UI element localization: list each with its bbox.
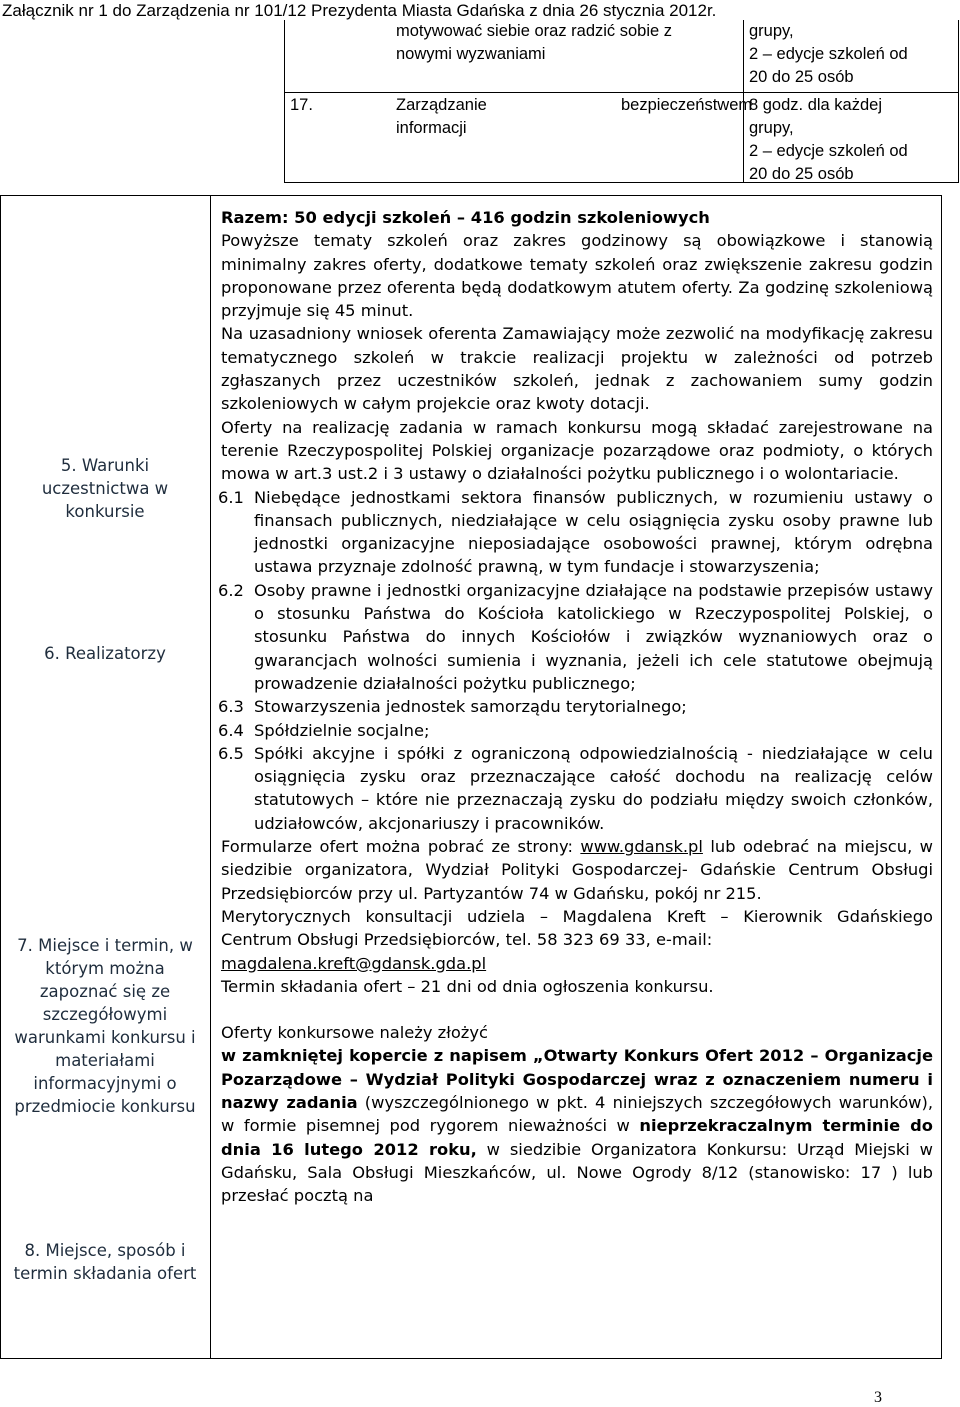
document-header: Załącznik nr 1 do Zarządzenia nr 101/12 Prezydenta Miasta Gdańska z dnia 26 stycznia 2012r. [2,1,717,20]
text: lub odebrać na miejscu, w siedzibie organizatora, Wydział Polityki Gospodarczej- Gdańskie Centrum Obsługi Przedsiębiorców przy ul. Partyzantów 74 w Gdańsku, pokój nr 215. [221,837,933,903]
column-divider [210,196,211,1358]
spacer [221,998,933,1021]
hours-line: 2 – edycje szkoleń od [749,45,908,63]
paragraph-consultations [221,905,933,975]
label-realizatorzy: 6. Realizatorzy [44,644,166,663]
row17-topic-c: informacji [396,119,467,137]
row16-topic [396,20,736,66]
item-number: 6.4 [218,720,244,740]
list-item [218,579,933,695]
table-row-divider [285,92,958,93]
paragraph-modification: Na uzasadniony wniosek oferenta Zamawiający może zezwolić na modyfikację zakresu tematycznego szkoleń w trakcie realizacji projektu w zależności od potrzeb zgłaszanych przez uczestników szkoleń, jednak z zachowaniem sumy godzin szkoleniowych w całym projekcie oraz kwoty dotacji. [221,324,933,414]
topic-line: motywować siebie oraz radzić sobie z [396,22,673,40]
content-column [218,206,933,1207]
paragraph-deadline: Termin składania ofert – 21 dni od dnia ogłoszenia konkursu. [221,976,714,996]
hours-line: grupy, [749,119,794,137]
paragraph-submit-intro: Oferty konkursowe należy złożyć [221,1023,488,1043]
row17-topic-b: bezpieczeństwem [621,96,753,114]
bold-text: w zamkniętej kopercie z napisem „Otwarty Konkurs Ofert 2012 – Organizacje Pozarządowe – Wydział Polityki Gospodarczej wraz z oznaczeniem numeru i nazwy zadania [221,1046,933,1112]
hours-line: 20 do 25 osób [749,165,854,183]
bold-text: nieprzekraczalnym terminie do dnia 16 lutego 2012 roku, [221,1116,933,1159]
item-number: 6.2 [218,580,244,600]
item-text: Spółdzielnie socjalne; [254,720,430,740]
text: w siedzibie Organizatora Konkursu: Urząd Miejski w Gdańsku, Sala Obsługi Mieszkańców, ul. Nowe Ogrody 8/12 (stanowisko: 17 ) lub przesłać pocztą na [221,1139,933,1206]
label-miejsce: 7. Miejsce i termin, w którym można zapoznać się ze szczegółowymi warunkami konkursu i materiałami informacyjnymi o przedmiocie konkursu [14,936,196,1116]
list-item [218,742,933,835]
list-item [218,486,933,579]
paragraph-submit [221,1044,933,1207]
label-skladanie: 8. Miejsce, sposób i termin składania ofert [13,1241,197,1283]
item-number: 6.5 [218,743,244,763]
text: Formularze ofert można pobrać ze strony: [221,837,581,857]
row17-hours [749,94,954,186]
summary-line: Razem: 50 edycji szkoleń – 416 godzin szkoleniowych [221,208,710,227]
item-text: Osoby prawne i jednostki organizacyjne działające na podstawie przepisów ustawy o stosunku Państwa do Kościoła katolickiego w Rzeczypospolitej Polskiej, o stosunku Państwa do innych Kościołów i związków wyznaniowych oraz o gwarancjach wolności sumienia i wyznania, jeżeli ich cele statutowe obejmują prowadzenie działalności pożytku publicznego; [254,580,933,693]
text: (wyszczególnionego w pkt. 4 niniejszych szczegółowych warunków), w formie pisemnej pod rygorem nieważności w [221,1092,933,1136]
eligible-list [218,486,933,835]
hours-line: grupy, [749,22,794,40]
topics-table [284,20,959,183]
hours-line: 2 – edycje szkoleń od [749,142,908,160]
hours-line-justified [749,43,954,66]
paragraph-eligibility: Oferty na realizację zadania w ramach konkursu mogą składać zarejestrowane na terenie Rzeczypospolitej Polskiej organizacje pozarządowe oraz podmioty, o których mowa w art.3 ust.2 i 3 ustawy o działalności pożytku publicznego i o wolontariacie. [221,417,933,484]
item-text: Spółki akcyjne i spółki z ograniczoną odpowiedzialnością - niedziałające w celu osiągnięcia zysku oraz przeznaczające całość dochodu na realizację celów statutowych – które nie przeznaczają zysku do podziału między swoich członków, udziałowców, akcjonariuszy i pracowników. [254,743,933,833]
item-text: Niebędące jednostkami sektora finansów publicznych, w rozumieniu ustawy o finansach publicznych, niedziałające w celu osiągnięcia zysku osoby prawne lub jednostki organizacyjne nieposiadające osobowości prawnej, którym odrębna ustawa przyznaje zdolność prawną, w tym fundacje i stowarzyszenia; [254,487,933,577]
row17-topic-a: Zarządzanie [396,96,487,114]
conditions-table [0,195,942,1359]
row17-number: 17. [290,96,313,114]
item-number: 6.1 [218,487,244,507]
email-link[interactable]: magdalena.kreft@gdansk.gda.pl [221,953,487,973]
website-link[interactable]: www.gdansk.pl [580,837,703,857]
row16-hours [749,20,954,89]
item-text: Stowarzyszenia jednostek samorządu terytorialnego; [254,697,687,717]
hours-line: 20 do 25 osób [749,68,854,86]
paragraph-forms [221,835,933,905]
list-item [218,695,933,718]
page-number: 3 [874,1389,882,1406]
item-number: 6.3 [218,697,244,717]
label-warunki: 5. Warunki uczestnictwa w konkursie [41,456,169,521]
list-item [218,719,933,742]
hours-line: 8 godz. dla każdej [749,96,883,114]
topic-line: nowymi wyzwaniami [396,45,546,63]
paragraph-topics: Powyższe tematy szkoleń oraz zakres godzinowy są obowiązkowe i stanowią minimalny zakres oferty, dodatkowe tematy szkoleń oraz zwiększenie zakresu godzin proponowane przez oferenta będą dodatkowym atutem oferty. Za godzinę szkoleniową przyjmuje się 45 minut. [221,231,933,321]
text: Merytorycznych konsultacji udziela – Magdalena Kreft – Kierownik Gdańskiego Centrum Obsługi Przedsiębiorców, tel. 58 323 69 33, e-mail: [221,906,933,950]
